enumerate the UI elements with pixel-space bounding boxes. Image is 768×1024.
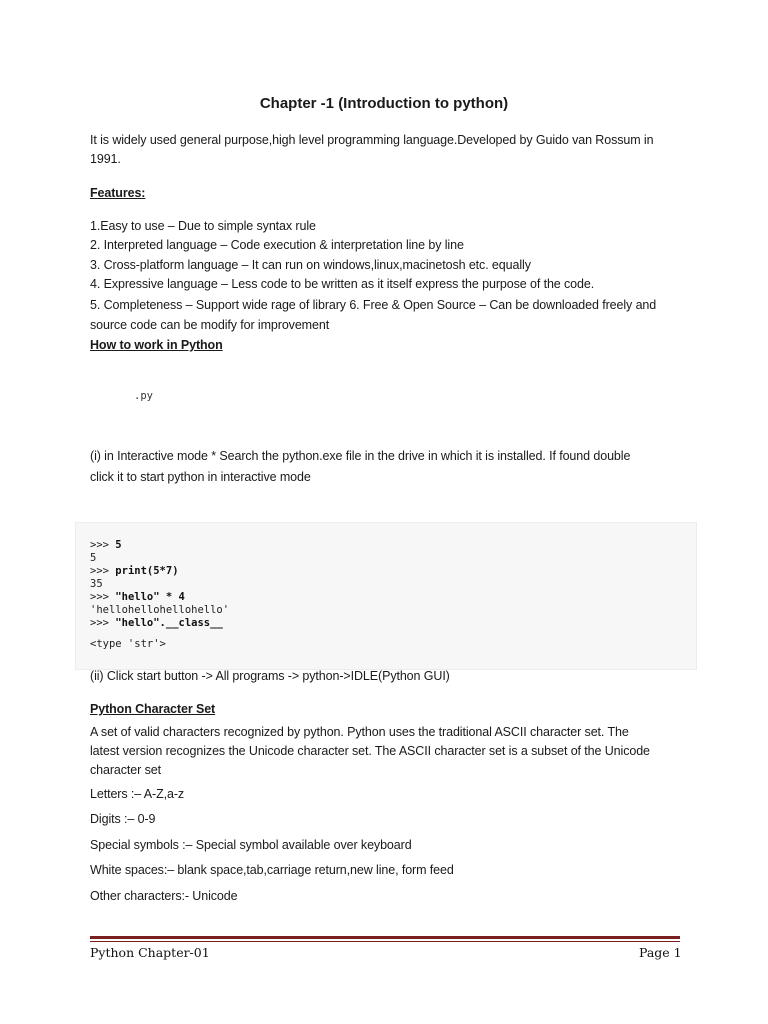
- charset-para-line: latest version recognizes the Unicode character set. The ASCII character set is a subset of the Unicode: [90, 744, 650, 758]
- code-line: [90, 617, 223, 629]
- feature-item: 1.Easy to use – Due to simple syntax rule: [90, 219, 316, 233]
- py-extension: .py: [134, 390, 153, 402]
- code-output: 5: [90, 552, 97, 564]
- feature-item: 3. Cross-platform language – It can run on windows,linux,macinetosh etc. equally: [90, 258, 531, 272]
- interactive-mode-line-1: (i) in Interactive mode * Search the python.exe file in the drive in which it is installed. If found double: [90, 449, 631, 463]
- footer-left: Python Chapter-01: [90, 945, 210, 960]
- white-spaces-line: White spaces:– blank space,tab,carriage return,new line, form feed: [90, 863, 454, 877]
- feature-item: 4. Expressive language – Less code to be written as it itself express the purpose of the code.: [90, 277, 595, 291]
- code-command: 5: [115, 539, 122, 551]
- page-title: Chapter -1 (Introduction to python): [259, 95, 509, 112]
- charset-para-line: character set: [90, 763, 161, 777]
- code-command: "hello" * 4: [115, 591, 185, 603]
- footer-rule-thick: [90, 936, 680, 939]
- other-characters-line: Other characters:- Unicode: [90, 889, 238, 903]
- charset-heading: Python Character Set: [90, 702, 216, 716]
- feature-item: 5. Completeness – Support wide rage of library 6. Free & Open Source – Can be downloaded freely and: [90, 298, 657, 312]
- feature-item: source code can be modify for improvement: [90, 318, 330, 332]
- code-output: <type 'str'>: [90, 638, 166, 650]
- how-to-work-heading: How to work in Python: [90, 338, 223, 352]
- code-prompt: >>>: [90, 565, 116, 577]
- code-output: 'hellohellohellohello': [90, 604, 230, 616]
- special-symbols-line: Special symbols :– Special symbol available over keyboard: [90, 838, 412, 852]
- code-line: [90, 565, 179, 577]
- code-line: [90, 539, 122, 551]
- footer-rule-thin: [90, 941, 680, 942]
- code-prompt: >>>: [90, 617, 116, 629]
- letters-line: Letters :– A-Z,a-z: [90, 787, 185, 801]
- code-prompt: >>>: [90, 591, 116, 603]
- code-command: print(5*7): [115, 565, 179, 577]
- code-output: 35: [90, 578, 103, 590]
- code-prompt: >>>: [90, 539, 116, 551]
- features-heading: Features:: [90, 186, 146, 200]
- charset-para-line: A set of valid characters recognized by python. Python uses the traditional ASCII character set. The: [90, 725, 629, 739]
- footer-page-number: Page 1: [639, 945, 682, 960]
- digits-line: Digits :– 0-9: [90, 812, 156, 826]
- code-command: "hello".__class__: [115, 617, 223, 629]
- code-line: [90, 591, 185, 603]
- idle-instruction: (ii) Click start button -> All programs -> python->IDLE(Python GUI): [90, 669, 450, 683]
- intro-line-1: It is widely used general purpose,high level programming language.Developed by Guido van Rossum in: [90, 133, 654, 147]
- interactive-mode-line-2: click it to start python in interactive mode: [90, 470, 311, 484]
- intro-line-2: 1991.: [90, 152, 121, 166]
- feature-item: 2. Interpreted language – Code execution & interpretation line by line: [90, 238, 464, 252]
